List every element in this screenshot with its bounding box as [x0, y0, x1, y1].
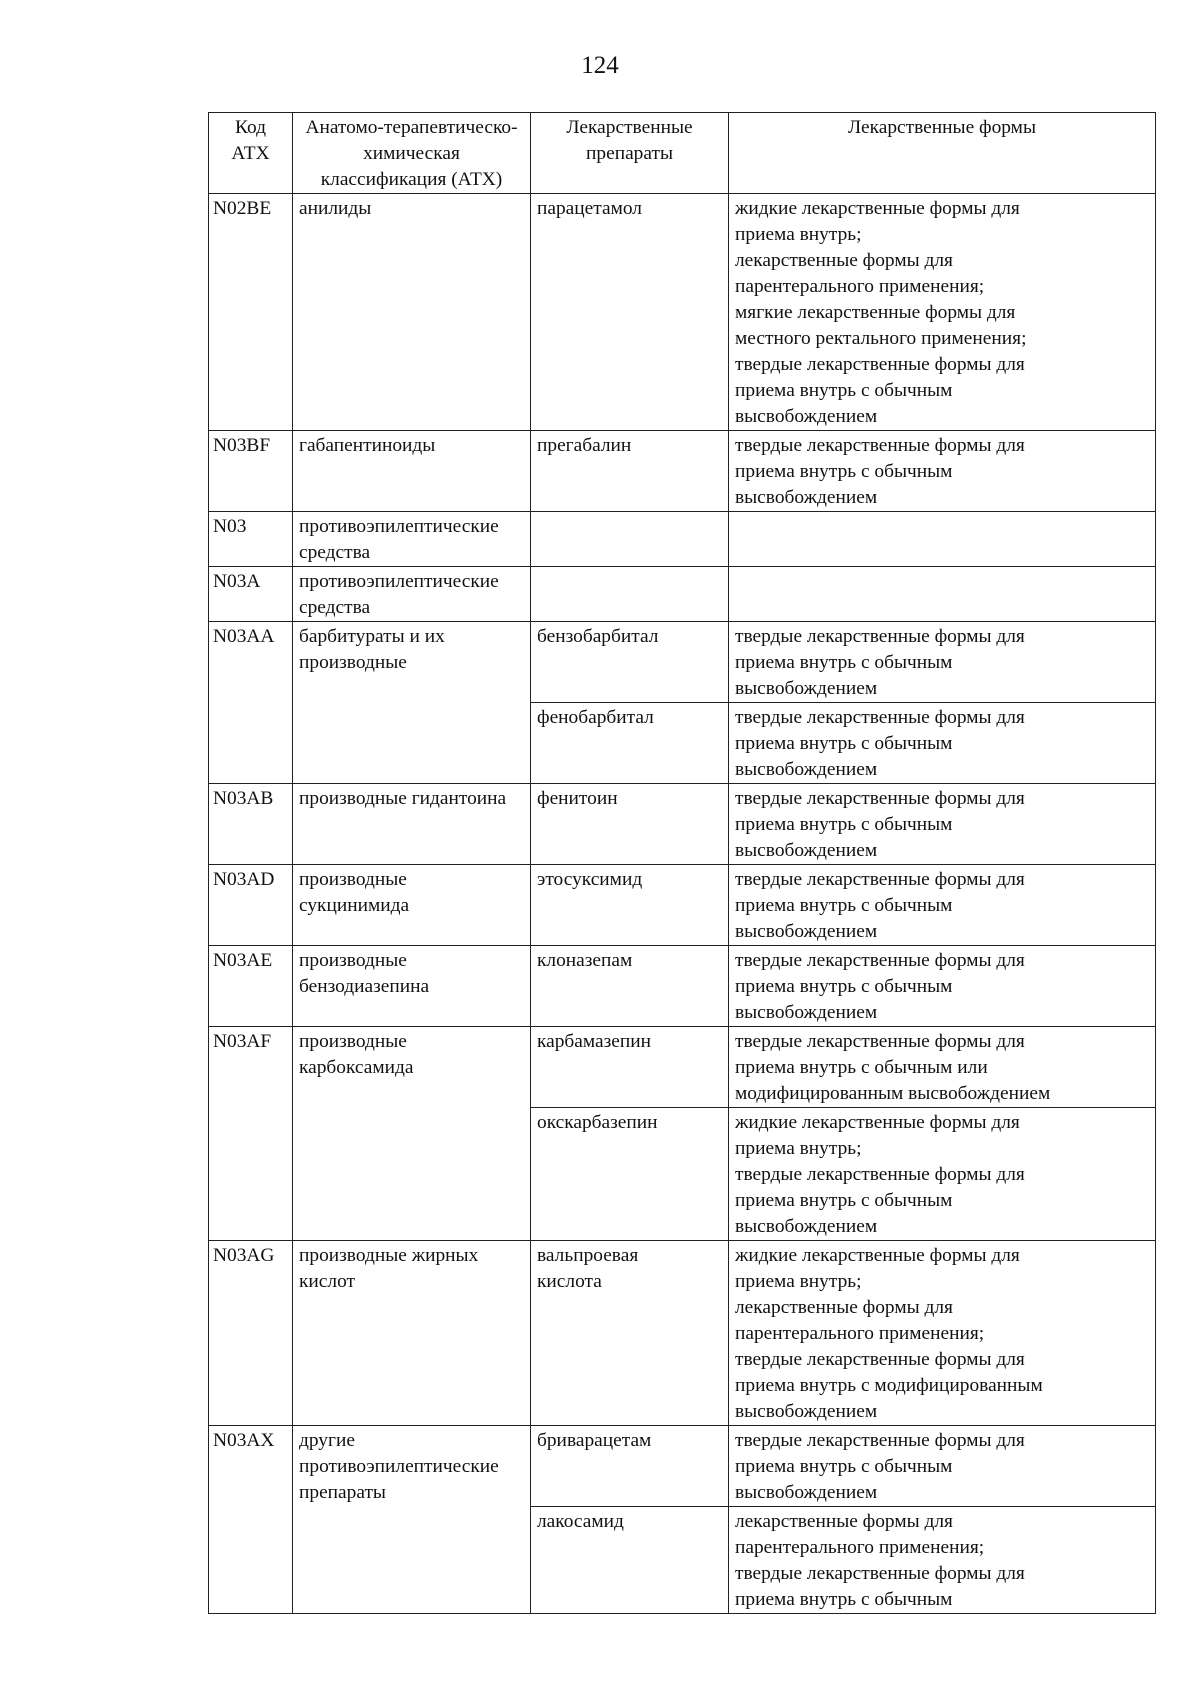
dosage-forms-cell: жидкие лекарственные формы для приема внутрь; лекарственные формы для парентерального применения; твердые лекарственные формы для приема внутрь с модифицированным высвобождением [729, 1241, 1156, 1426]
drug-name-cell: вальпроевая кислота [531, 1241, 729, 1426]
header-atx-classification: Анатомо-терапевтическо- химическая классификация (АТХ) [293, 113, 531, 194]
dosage-forms-cell: твердые лекарственные формы для приема внутрь с обычным или модифицированным высвобождением [729, 1027, 1156, 1108]
dosage-forms-cell [729, 512, 1156, 567]
atx-code-cell: N03AA [209, 622, 293, 784]
table-row [209, 784, 1156, 865]
atx-classification-cell: производные бензодиазепина [293, 946, 531, 1027]
table-row [209, 567, 1156, 622]
table-body [209, 194, 1156, 1614]
drug-name-cell: этосуксимид [531, 865, 729, 946]
drug-name-cell: бензобарбитал [531, 622, 729, 703]
table-row [209, 946, 1156, 1027]
atx-code-cell: N03 [209, 512, 293, 567]
atx-code-cell: N03AE [209, 946, 293, 1027]
atx-classification-cell: противоэпилептические средства [293, 512, 531, 567]
dosage-forms-cell: твердые лекарственные формы для приема внутрь с обычным высвобождением [729, 865, 1156, 946]
atx-code-cell: N03AD [209, 865, 293, 946]
atx-code-cell: N03A [209, 567, 293, 622]
atx-code-cell: N03AG [209, 1241, 293, 1426]
drug-name-cell [531, 567, 729, 622]
atx-classification-cell: барбитураты и их производные [293, 622, 531, 784]
dosage-forms-cell: твердые лекарственные формы для приема внутрь с обычным высвобождением [729, 622, 1156, 703]
dosage-forms-cell: твердые лекарственные формы для приема внутрь с обычным высвобождением [729, 431, 1156, 512]
drug-name-cell: лакосамид [531, 1507, 729, 1614]
drug-name-cell: фенитоин [531, 784, 729, 865]
drug-name-cell: клоназепам [531, 946, 729, 1027]
table-row [209, 512, 1156, 567]
atx-classification-cell: производные гидантоина [293, 784, 531, 865]
dosage-forms-cell: жидкие лекарственные формы для приема внутрь; лекарственные формы для парентерального применения; мягкие лекарственные формы для местного ректального применения; твердые лекарственные формы для приема внутрь с обычным высвобождением [729, 194, 1156, 431]
atx-code-cell: N02BE [209, 194, 293, 431]
atx-classification-cell: производные карбоксамида [293, 1027, 531, 1241]
atx-code-cell: N03BF [209, 431, 293, 512]
atx-classification-cell: противоэпилептические средства [293, 567, 531, 622]
drug-name-cell: карбамазепин [531, 1027, 729, 1108]
atx-classification-cell: анилиды [293, 194, 531, 431]
table-row [209, 431, 1156, 512]
table-row [209, 622, 1156, 703]
drug-name-cell: парацетамол [531, 194, 729, 431]
atx-drug-table [208, 112, 1156, 1614]
drug-name-cell: прегабалин [531, 431, 729, 512]
table-row [209, 1241, 1156, 1426]
atx-code-cell: N03AX [209, 1426, 293, 1614]
table-row [209, 194, 1156, 431]
dosage-forms-cell [729, 567, 1156, 622]
drug-name-cell: бриварацетам [531, 1426, 729, 1507]
drug-name-cell: окскарбазепин [531, 1108, 729, 1241]
header-code: Код АТХ [209, 113, 293, 194]
atx-code-cell: N03AB [209, 784, 293, 865]
table-row [209, 865, 1156, 946]
page-number: 124 [581, 52, 619, 79]
drug-name-cell: фенобарбитал [531, 703, 729, 784]
header-dosage-forms: Лекарственные формы [729, 113, 1156, 194]
dosage-forms-cell: жидкие лекарственные формы для приема внутрь; твердые лекарственные формы для приема внутрь с обычным высвобождением [729, 1108, 1156, 1241]
table-row [209, 1426, 1156, 1507]
atx-code-cell: N03AF [209, 1027, 293, 1241]
table-header-row [209, 113, 1156, 194]
table-row [209, 1027, 1156, 1108]
dosage-forms-cell: твердые лекарственные формы для приема внутрь с обычным высвобождением [729, 1426, 1156, 1507]
dosage-forms-cell: твердые лекарственные формы для приема внутрь с обычным высвобождением [729, 784, 1156, 865]
dosage-forms-cell: твердые лекарственные формы для приема внутрь с обычным высвобождением [729, 946, 1156, 1027]
header-drugs: Лекарственные препараты [531, 113, 729, 194]
atx-classification-cell: производные сукцинимида [293, 865, 531, 946]
atx-classification-cell: производные жирных кислот [293, 1241, 531, 1426]
drug-name-cell [531, 512, 729, 567]
atx-classification-cell: другие противоэпилептические препараты [293, 1426, 531, 1614]
dosage-forms-cell: лекарственные формы для парентерального применения; твердые лекарственные формы для приема внутрь с обычным [729, 1507, 1156, 1614]
dosage-forms-cell: твердые лекарственные формы для приема внутрь с обычным высвобождением [729, 703, 1156, 784]
atx-classification-cell: габапентиноиды [293, 431, 531, 512]
